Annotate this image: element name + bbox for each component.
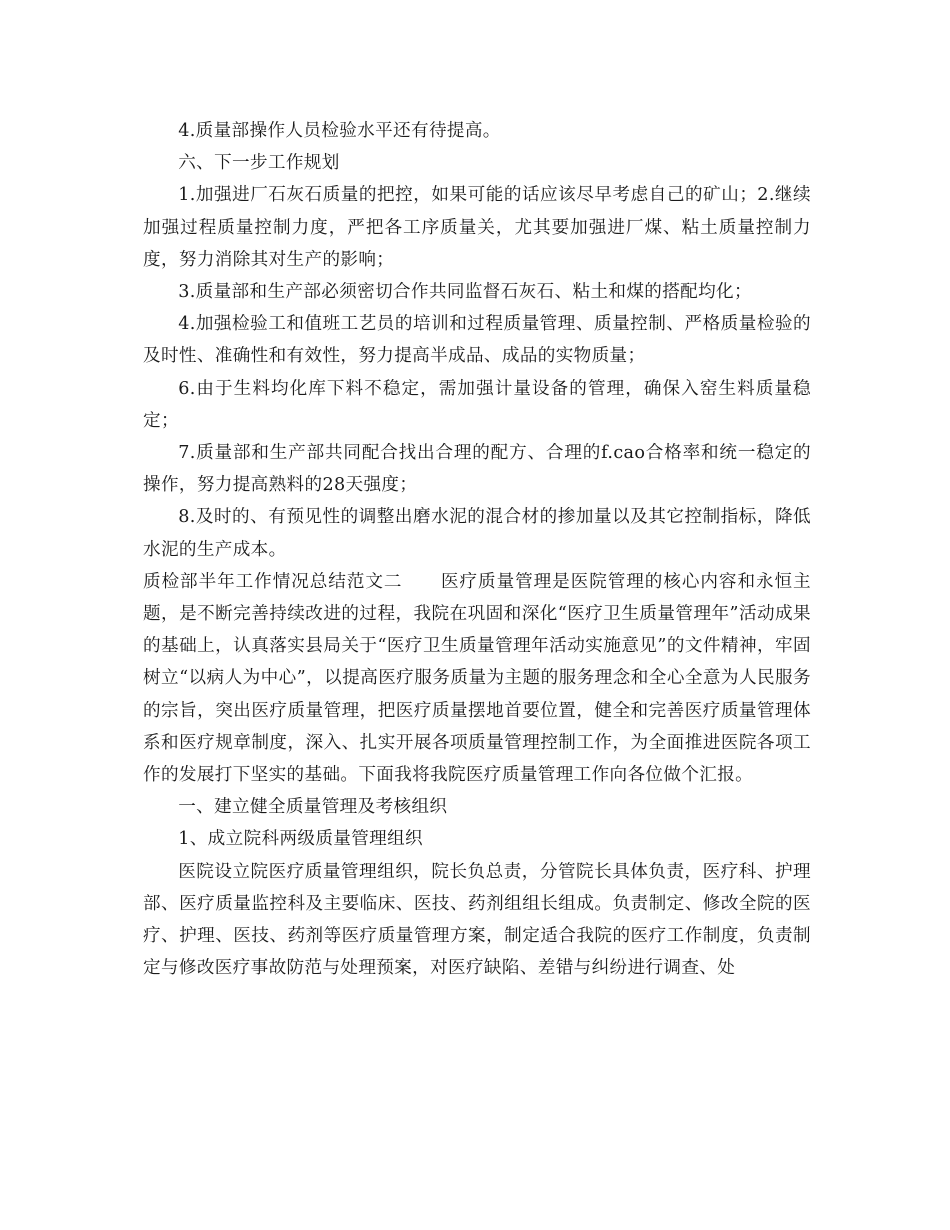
section-2-paragraph (143, 566, 811, 791)
paragraph-plan-8: 8.及时的、有预见性的调整出磨水泥的混合材的掺加量以及其它控制指标，降低水泥的生产成本。 (143, 507, 811, 560)
section-2-title: 质检部半年工作情况总结范文二 (143, 571, 403, 592)
section-heading-next-steps: 六、下一步工作规划 (178, 153, 340, 174)
paragraph-plan-6: 6.由于生料均化库下料不稳定，需加强计量设备的管理，确保入窑生料质量稳定； (143, 378, 811, 431)
paragraph-plan-3: 3.质量部和生产部必须密切合作共同监督石灰石、粘土和煤的搭配均化； (178, 282, 752, 303)
document-body (143, 115, 811, 984)
paragraph-plan-7: 7.质量部和生产部共同配合找出合理的配方、合理的f.cao合格率和统一稳定的操作，努力提高熟料的28天强度； (143, 443, 811, 496)
heading-1: 一、建立健全质量管理及考核组织 (178, 797, 448, 818)
heading-1-1: 1、成立院科两级质量管理组织 (178, 829, 424, 850)
paragraph-item-4: 4.质量部操作人员检验水平还有待提高。 (178, 121, 501, 141)
paragraph-plan-4: 4.加强检验工和值班工艺员的培训和过程质量管理、质量控制、严格质量检验的及时性、准确性和有效性，努力提高半成品、成品的实物质量； (143, 314, 811, 367)
paragraph-plan-1-2: 1.加强进厂石灰石质量的把控，如果可能的话应该尽早考虑自己的矿山；2.继续加强过程质量控制力度，严把各工序质量关，尤其要加强进厂煤、粘土质量控制力度，努力消除其对生产的影响； (143, 185, 811, 270)
body-1-1: 医院设立院医疗质量管理组织，院长负总责，分管院长具体负责，医疗科、护理部、医疗质量监控科及主要临床、医技、药剂组组长组成。负责制定、修改全院的医疗、护理、医技、药剂等医疗质量管理方案，制定适合我院的医疗工作制度，负责制定与修改医疗事故防范与处理预案，对医疗缺陷、差错与纠纷进行调查、处 (143, 861, 811, 979)
section-2-intro: 医疗质量管理是医院管理的核心内容和永恒主题，是不断完善持续改进的过程，我院在巩固和深化“医疗卫生质量管理年”活动成果的基础上，认真落实县局关于“医疗卫生质量管理年活动实施意见”的文件精神，牢固树立“以病人为中心”，以提高医疗服务质量为主题的服务理念和全心全意为人民服务的宗旨，突出医疗质量管理，把医疗质量摆地首要位置，健全和完善医疗质量管理体系和医疗规章制度，深入、扎实开展各项质量管理控制工作，为全面推进医院各项工作的发展打下坚实的基础。下面我将我院医疗质量管理工作向各位做个汇报。 (143, 571, 811, 786)
